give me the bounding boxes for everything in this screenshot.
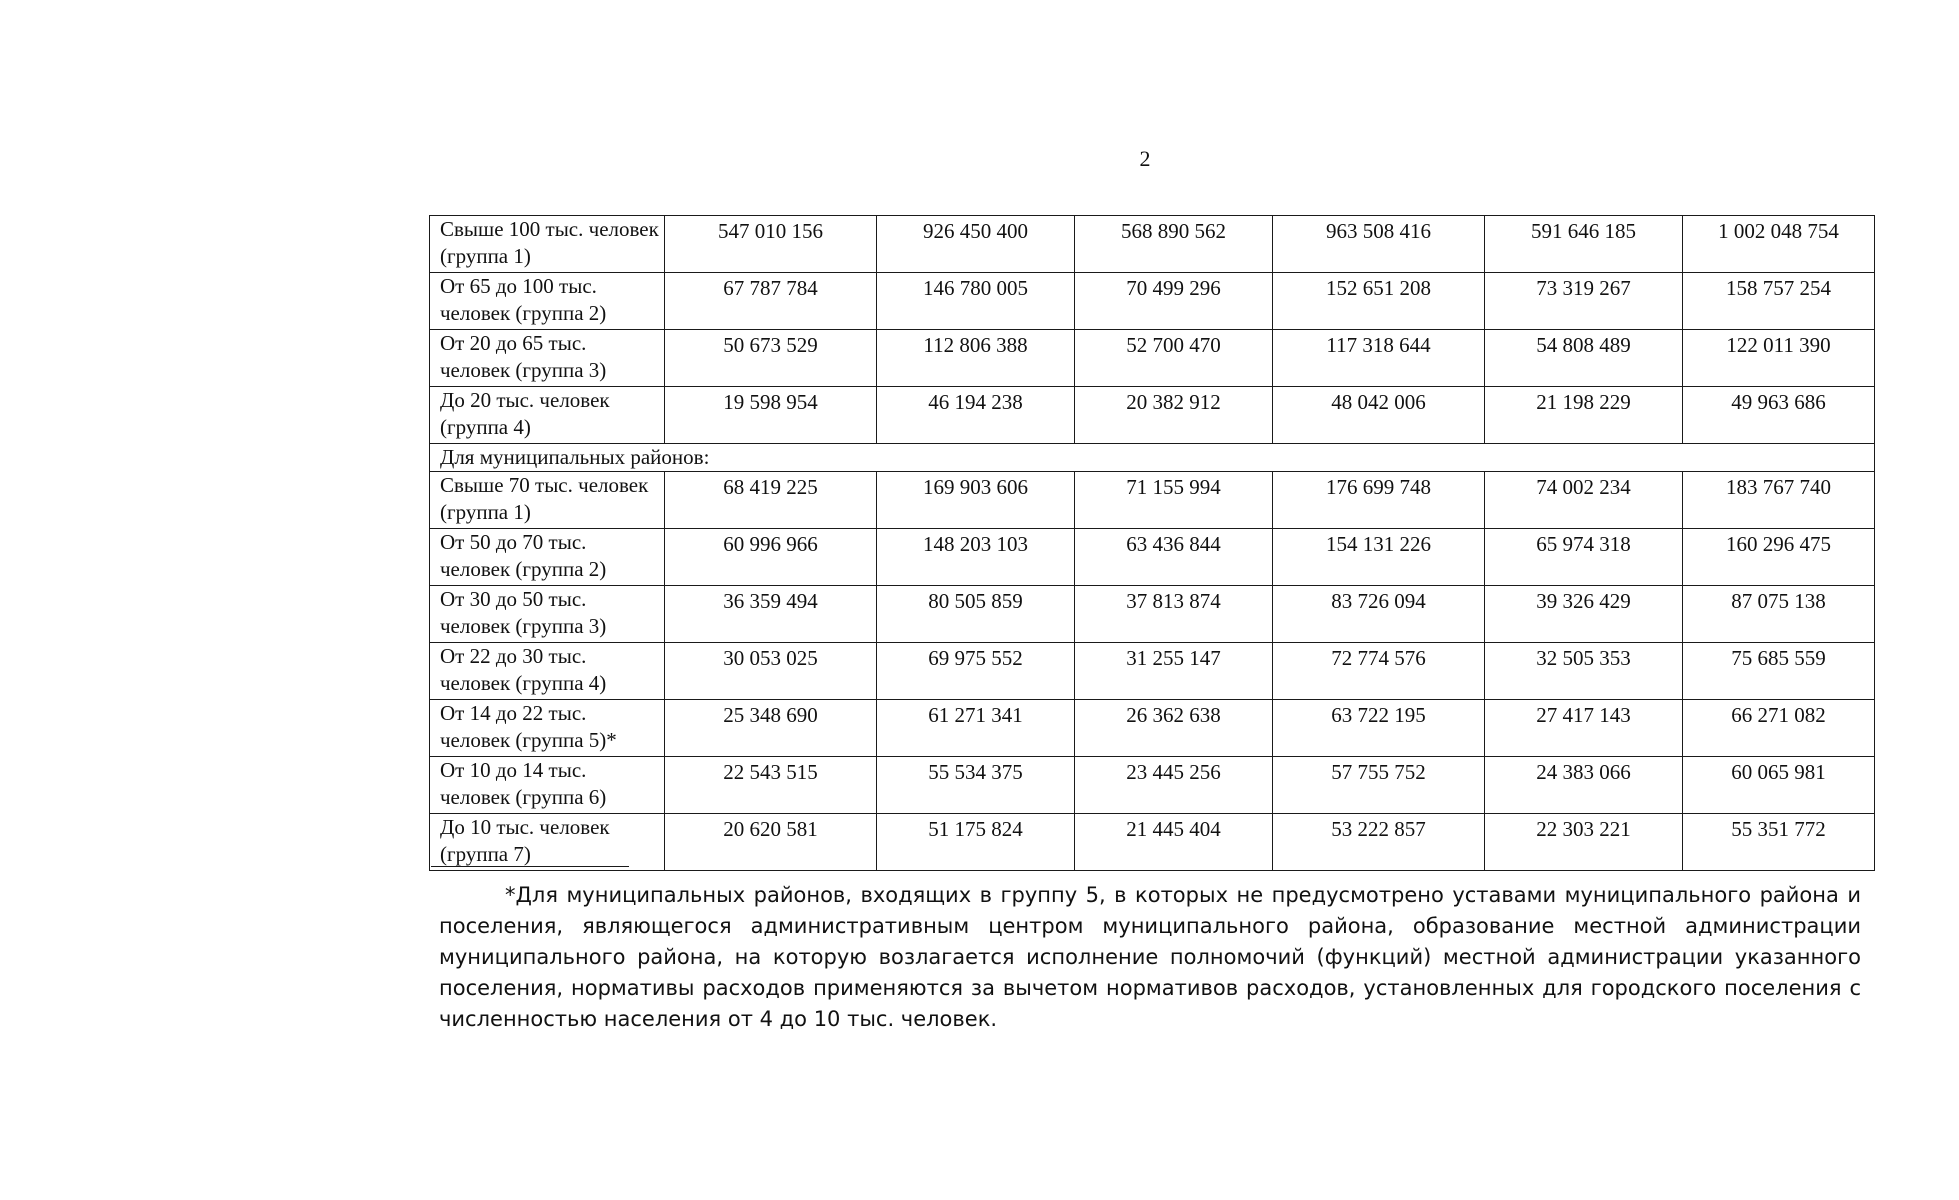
section-header-row xyxy=(430,444,1875,472)
value-cell: 26 362 638 xyxy=(1075,700,1273,757)
value-cell: 117 318 644 xyxy=(1273,330,1485,387)
value-cell: 21 445 404 xyxy=(1075,814,1273,871)
value-cell: 23 445 256 xyxy=(1075,757,1273,814)
table-row xyxy=(430,700,1875,757)
value-cell: 146 780 005 xyxy=(877,273,1075,330)
value-cell: 57 755 752 xyxy=(1273,757,1485,814)
value-cell: 80 505 859 xyxy=(877,586,1075,643)
value-cell: 152 651 208 xyxy=(1273,273,1485,330)
value-cell: 36 359 494 xyxy=(665,586,877,643)
value-cell: 122 011 390 xyxy=(1683,330,1875,387)
value-cell: 547 010 156 xyxy=(665,216,877,273)
table-row xyxy=(430,643,1875,700)
value-cell: 37 813 874 xyxy=(1075,586,1273,643)
value-cell: 51 175 824 xyxy=(877,814,1075,871)
table-row xyxy=(430,387,1875,444)
row-label: До 10 тыс. человек (группа 7) xyxy=(430,814,665,871)
value-cell: 25 348 690 xyxy=(665,700,877,757)
value-cell: 55 534 375 xyxy=(877,757,1075,814)
table-row xyxy=(430,216,1875,273)
value-cell: 53 222 857 xyxy=(1273,814,1485,871)
expenditure-norms-table xyxy=(429,215,1875,871)
table-row xyxy=(430,529,1875,586)
row-label: От 50 до 70 тыс. человек (группа 2) xyxy=(430,529,665,586)
value-cell: 60 996 966 xyxy=(665,529,877,586)
value-cell: 963 508 416 xyxy=(1273,216,1485,273)
value-cell: 22 303 221 xyxy=(1485,814,1683,871)
value-cell: 65 974 318 xyxy=(1485,529,1683,586)
row-label: От 30 до 50 тыс. человек (группа 3) xyxy=(430,586,665,643)
table-row xyxy=(430,757,1875,814)
footnote-separator xyxy=(431,866,629,867)
value-cell: 27 417 143 xyxy=(1485,700,1683,757)
row-label: Свыше 70 тыс. человек (группа 1) xyxy=(430,472,665,529)
value-cell: 169 903 606 xyxy=(877,472,1075,529)
table-body xyxy=(430,216,1875,871)
value-cell: 158 757 254 xyxy=(1683,273,1875,330)
value-cell: 31 255 147 xyxy=(1075,643,1273,700)
row-label: От 65 до 100 тыс. человек (группа 2) xyxy=(430,273,665,330)
row-label: От 20 до 65 тыс. человек (группа 3) xyxy=(430,330,665,387)
value-cell: 61 271 341 xyxy=(877,700,1075,757)
section-header: Для муниципальных районов: xyxy=(430,444,1875,472)
value-cell: 66 271 082 xyxy=(1683,700,1875,757)
value-cell: 148 203 103 xyxy=(877,529,1075,586)
value-cell: 24 383 066 xyxy=(1485,757,1683,814)
row-label: От 22 до 30 тыс. человек (группа 4) xyxy=(430,643,665,700)
value-cell: 926 450 400 xyxy=(877,216,1075,273)
value-cell: 568 890 562 xyxy=(1075,216,1273,273)
value-cell: 160 296 475 xyxy=(1683,529,1875,586)
value-cell: 63 722 195 xyxy=(1273,700,1485,757)
value-cell: 60 065 981 xyxy=(1683,757,1875,814)
row-label: До 20 тыс. человек (группа 4) xyxy=(430,387,665,444)
value-cell: 591 646 185 xyxy=(1485,216,1683,273)
value-cell: 176 699 748 xyxy=(1273,472,1485,529)
value-cell: 22 543 515 xyxy=(665,757,877,814)
value-cell: 21 198 229 xyxy=(1485,387,1683,444)
value-cell: 69 975 552 xyxy=(877,643,1075,700)
value-cell: 39 326 429 xyxy=(1485,586,1683,643)
value-cell: 52 700 470 xyxy=(1075,330,1273,387)
value-cell: 48 042 006 xyxy=(1273,387,1485,444)
row-label: Свыше 100 тыс. человек (группа 1) xyxy=(430,216,665,273)
value-cell: 19 598 954 xyxy=(665,387,877,444)
value-cell: 71 155 994 xyxy=(1075,472,1273,529)
value-cell: 73 319 267 xyxy=(1485,273,1683,330)
footnote: *Для муниципальных районов, входящих в группу 5, в которых не предусмотрено уставами муниципального района и поселения, являющегося административным центром муниципального района, образование местной администрации муниципального района, на которую возлагается исполнение полномочий (функций) местной администрации указанного поселения, нормативы расходов применяются за вычетом нормативов расходов, установленных для городского поселения с численностью населения от 4 до 10 тыс. человек. xyxy=(439,883,1861,1031)
row-label: От 14 до 22 тыс. человек (группа 5)* xyxy=(430,700,665,757)
value-cell: 72 774 576 xyxy=(1273,643,1485,700)
value-cell: 68 419 225 xyxy=(665,472,877,529)
row-label: От 10 до 14 тыс. человек (группа 6) xyxy=(430,757,665,814)
value-cell: 67 787 784 xyxy=(665,273,877,330)
value-cell: 183 767 740 xyxy=(1683,472,1875,529)
value-cell: 20 620 581 xyxy=(665,814,877,871)
table-row xyxy=(430,814,1875,871)
value-cell: 154 131 226 xyxy=(1273,529,1485,586)
value-cell: 112 806 388 xyxy=(877,330,1075,387)
value-cell: 75 685 559 xyxy=(1683,643,1875,700)
value-cell: 87 075 138 xyxy=(1683,586,1875,643)
value-cell: 30 053 025 xyxy=(665,643,877,700)
value-cell: 46 194 238 xyxy=(877,387,1075,444)
value-cell: 32 505 353 xyxy=(1485,643,1683,700)
table-row xyxy=(430,273,1875,330)
value-cell: 49 963 686 xyxy=(1683,387,1875,444)
value-cell: 50 673 529 xyxy=(665,330,877,387)
table-row xyxy=(430,330,1875,387)
value-cell: 63 436 844 xyxy=(1075,529,1273,586)
value-cell: 83 726 094 xyxy=(1273,586,1485,643)
value-cell: 55 351 772 xyxy=(1683,814,1875,871)
table-row xyxy=(430,586,1875,643)
value-cell: 70 499 296 xyxy=(1075,273,1273,330)
value-cell: 74 002 234 xyxy=(1485,472,1683,529)
value-cell: 54 808 489 xyxy=(1485,330,1683,387)
table-row xyxy=(430,472,1875,529)
page-number: 2 xyxy=(1139,146,1151,171)
value-cell: 1 002 048 754 xyxy=(1683,216,1875,273)
value-cell: 20 382 912 xyxy=(1075,387,1273,444)
